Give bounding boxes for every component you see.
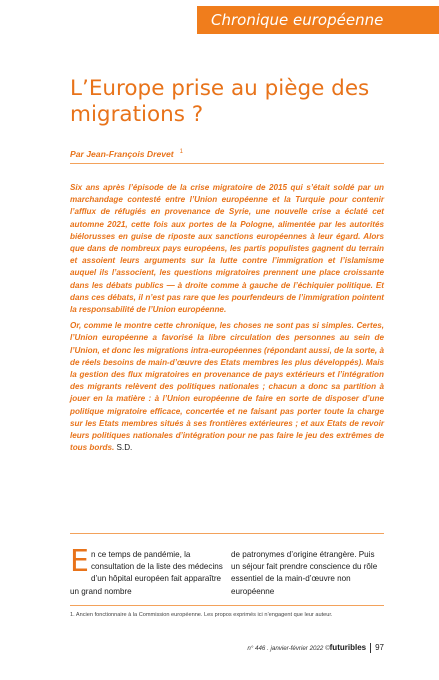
article-title: L’Europe prise au piège des migrations ? <box>70 76 370 127</box>
section-title: Chronique européenne <box>211 11 384 29</box>
divider-chapeau <box>70 533 384 534</box>
divider-footnote <box>70 605 384 606</box>
brand-logo: futuribles <box>329 643 367 652</box>
article-body <box>70 544 384 599</box>
footer-separator <box>370 643 371 653</box>
chapeau <box>70 182 384 454</box>
chapeau-paragraph-2 <box>70 320 384 454</box>
author-name: Par Jean-François Drevet <box>70 149 174 159</box>
section-banner <box>197 6 439 34</box>
issue-info: n° 446 . janvier-février 2022 © <box>247 645 330 652</box>
page-number: 97 <box>375 643 384 652</box>
body-column-1-text: n ce temps de pandémie, la consultation de la liste des médecins d’un hôpital européen fait apparaître un grand nombre <box>70 550 223 596</box>
body-column-2: de patronymes d’origine étrangère. Puis un séjour fait prendre conscience du rôle essentiel de la main-d’œuvre non européenne <box>231 550 378 596</box>
page-footer <box>0 643 384 653</box>
chapeau-paragraph-2-text: Or, comme le montre cette chronique, les choses ne sont pas si simples. Certes, l’Union européenne a favorisé la libre circulation des personnes au sein de l’Union, et donc les migrations intra-européennes (répondant aussi, de la sorte, à de réels besoins de main-d’œuvre des Etats membres les plus développés). Mais la gestion des flux migratoires en provenance de pays extérieurs et l’intégration des migrants relèvent des politiques nationales ; chacun a donc sa partition à jouer en la matière : à l’Union européenne de faire en sorte de disposer d’une politique migratoire efficace, concertée et ne faisant pas porter toute la charge sur les Etats membres situés à ses frontières extérieures ; et aux Etats de revoir leurs politiques nationales d’intégration pour ne pas faire le jeu des extrêmes de tous bords. <box>70 321 384 453</box>
drop-cap: E <box>70 544 89 579</box>
byline <box>70 149 183 159</box>
footnote: 1. Ancien fonctionnaire à la Commission européenne. Les propos exprimés ici n’engagent que leur auteur. <box>70 612 333 618</box>
footnote-ref: 1 <box>179 149 183 156</box>
signature: S.D. <box>116 443 133 453</box>
divider-top <box>70 163 384 164</box>
body-column-1 <box>70 544 223 599</box>
chapeau-paragraph-1: Six ans après l’épisode de la crise migratoire de 2015 qui s’était soldé par un marchandage contesté entre l’Union européenne et la Turquie pour contenir l’afflux de réfugiés en provenance de Syrie, une nouvelle crise a éclaté cet automne 2021, cette fois aux portes de la Pologne, alimentée par les autorités biélorusses en guise de riposte aux sanctions européennes à leur égard. Alors que dans de nombreux pays européens, les partis populistes gagnent du terrain et assoient leurs arguments sur la lutte contre l’immigration et l’islamisme auquel ils l’associent, les questions migratoires prennent une place croissante dans les débats publics — à droite comme à gauche de l’échiquier politique. Et dans ces débats, il n’est pas rare que les pourfendeurs de l’immigration pointent la responsabilité de l’Union européenne. <box>70 183 384 315</box>
